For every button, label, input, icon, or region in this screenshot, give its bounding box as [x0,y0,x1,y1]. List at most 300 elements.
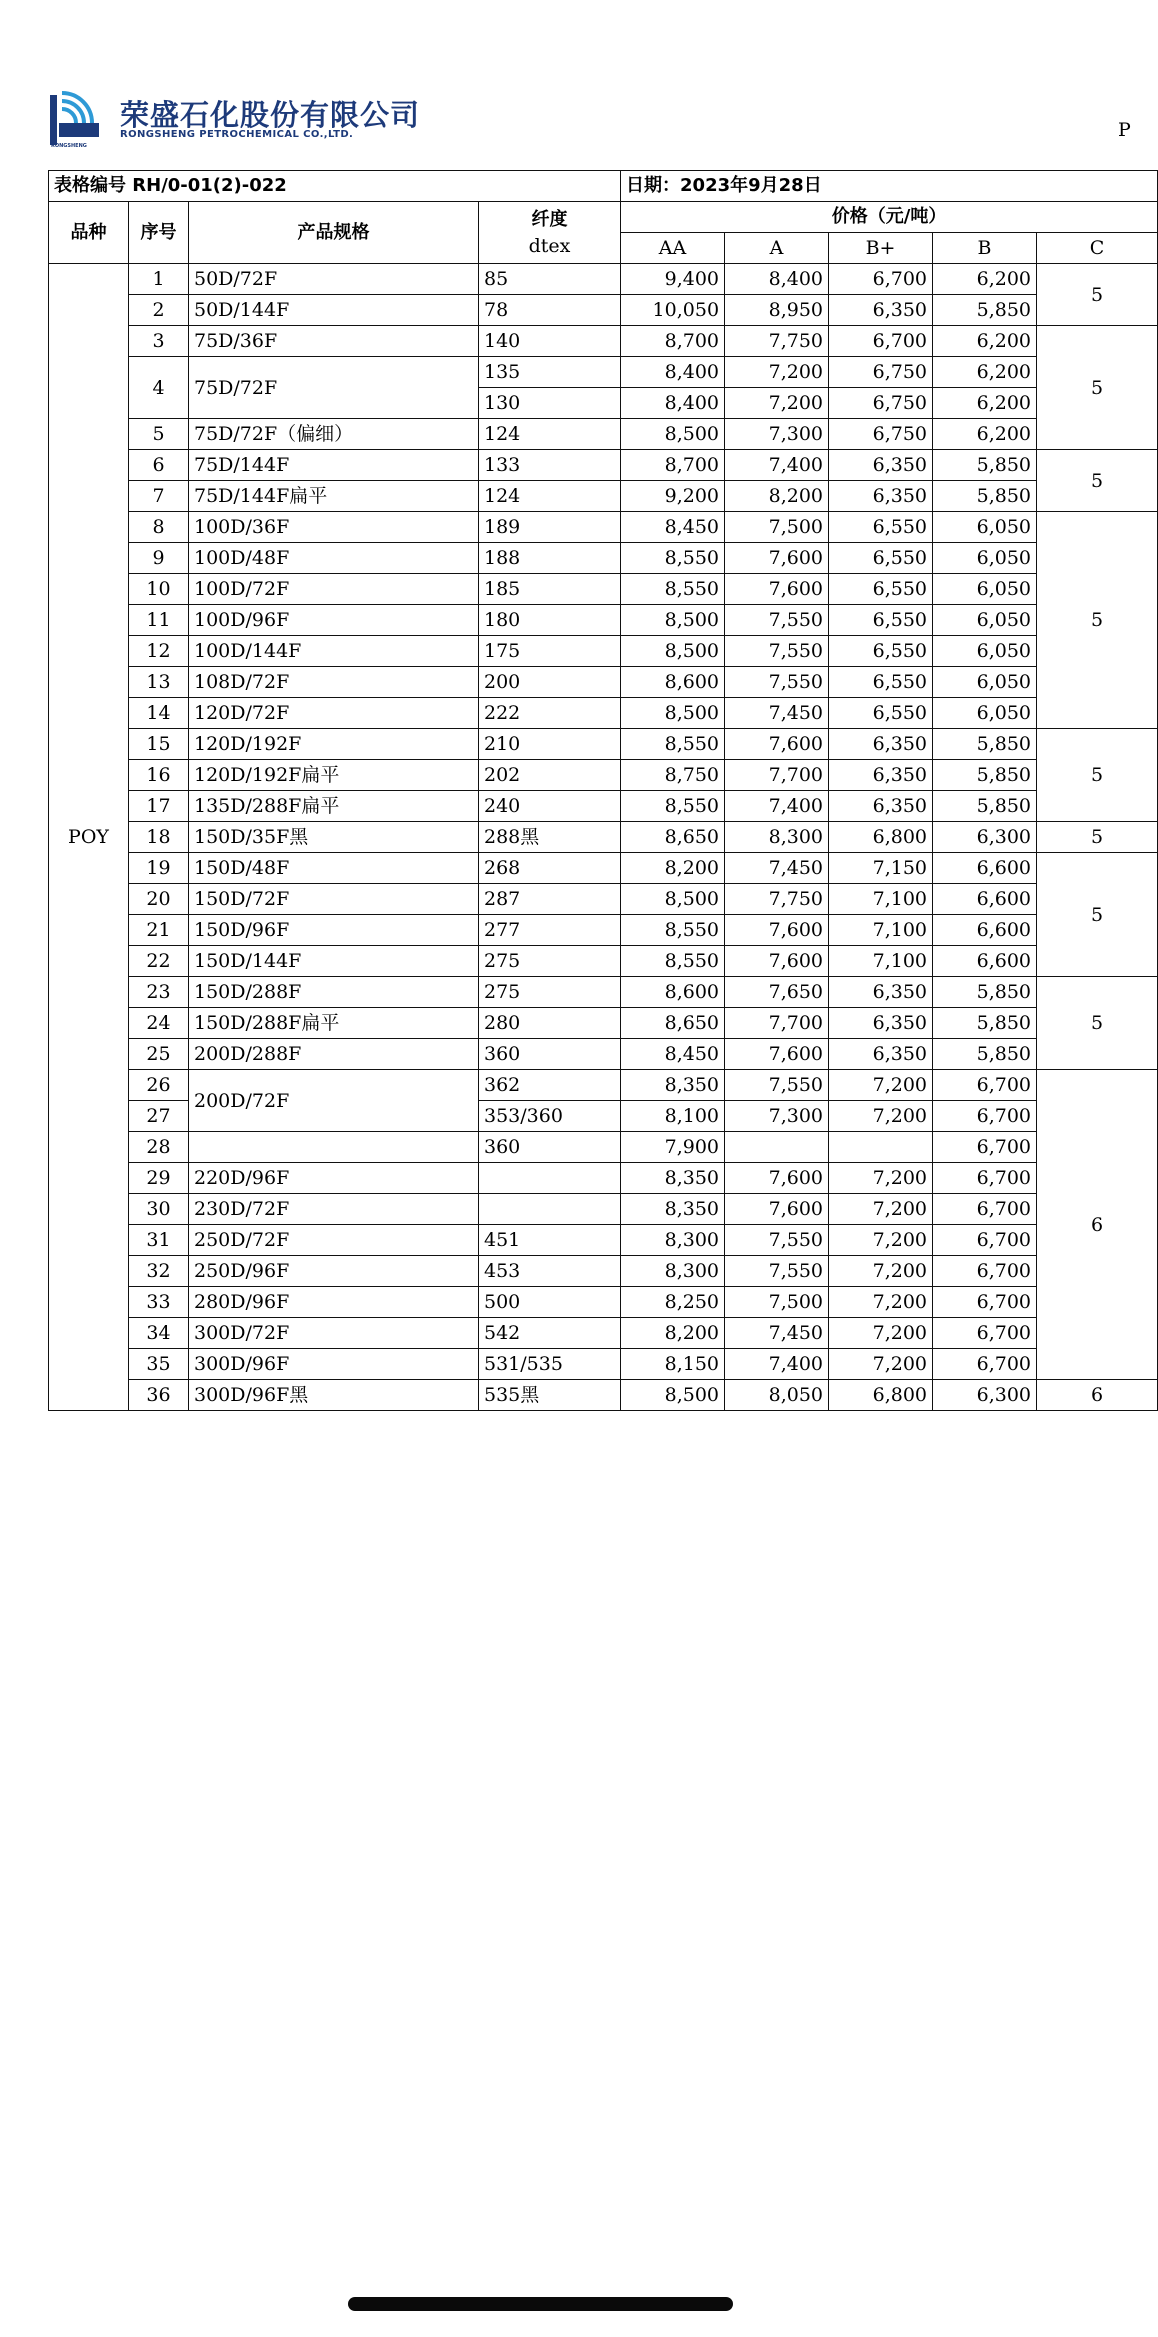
price-a-cell: 7,550 [725,1070,829,1101]
table-row [49,1039,1158,1070]
price-b-cell: 6,700 [933,1318,1037,1349]
price-a-cell: 8,300 [725,822,829,853]
price-aa-cell: 8,500 [621,698,725,729]
spec-cell: 50D/144F [189,295,479,326]
price-a-cell: 7,700 [725,1008,829,1039]
price-bplus-cell: 6,550 [829,574,933,605]
price-bplus-cell: 6,750 [829,357,933,388]
price-aa-cell: 8,550 [621,574,725,605]
price-bplus-cell: 7,200 [829,1194,933,1225]
price-b-cell: 6,600 [933,915,1037,946]
seq-cell: 8 [129,512,189,543]
price-a-cell: 7,600 [725,543,829,574]
seq-cell: 30 [129,1194,189,1225]
price-a-cell: 8,400 [725,264,829,295]
spec-cell: 150D/35F黑 [189,822,479,853]
price-b-cell: 5,850 [933,295,1037,326]
price-a-cell: 7,600 [725,729,829,760]
price-bplus-cell: 6,800 [829,822,933,853]
price-aa-cell: 8,700 [621,326,725,357]
price-a-cell [725,1132,829,1163]
spec-cell: 100D/36F [189,512,479,543]
price-aa-cell: 8,150 [621,1349,725,1380]
price-aa-cell: 9,200 [621,481,725,512]
price-b-cell: 6,050 [933,605,1037,636]
price-bplus-cell: 7,100 [829,915,933,946]
spec-cell: 100D/48F [189,543,479,574]
price-aa-cell: 8,300 [621,1225,725,1256]
table-row [49,1287,1158,1318]
grade-aa-header: AA [621,233,725,264]
price-bplus-cell: 7,200 [829,1163,933,1194]
price-a-cell: 7,500 [725,512,829,543]
price-aa-cell: 8,550 [621,543,725,574]
date-label: 日期：2023年9月28日 [621,171,1158,202]
price-a-cell: 7,550 [725,636,829,667]
price-bplus-cell: 6,350 [829,760,933,791]
price-c-cell: 6 [1037,1070,1158,1380]
table-row [49,760,1158,791]
seq-cell: 32 [129,1256,189,1287]
seq-cell: 2 [129,295,189,326]
price-table [48,170,1158,1411]
price-a-cell: 7,300 [725,419,829,450]
seq-cell: 6 [129,450,189,481]
price-b-cell: 6,300 [933,1380,1037,1411]
company-name-cn: 荣盛石化股份有限公司 [120,98,421,132]
price-b-cell: 6,050 [933,543,1037,574]
dtex-cell: 451 [479,1225,621,1256]
spec-cell: 250D/72F [189,1225,479,1256]
price-bplus-cell: 7,200 [829,1225,933,1256]
table-row [49,543,1158,574]
price-b-cell: 5,850 [933,450,1037,481]
dtex-cell: 453 [479,1256,621,1287]
price-aa-cell: 8,100 [621,1101,725,1132]
price-b-cell: 5,850 [933,729,1037,760]
price-b-cell: 5,850 [933,977,1037,1008]
price-c-cell: 5 [1037,512,1158,729]
table-row [49,1008,1158,1039]
price-aa-cell: 8,400 [621,388,725,419]
price-b-cell: 6,050 [933,512,1037,543]
spec-cell: 100D/72F [189,574,479,605]
price-a-cell: 7,400 [725,1349,829,1380]
seq-cell: 21 [129,915,189,946]
price-aa-cell: 8,250 [621,1287,725,1318]
dtex-cell: 124 [479,419,621,450]
spec-cell: 50D/72F [189,264,479,295]
price-c-cell: 5 [1037,977,1158,1070]
spec-cell: 220D/96F [189,1163,479,1194]
dtex-cell [479,1163,621,1194]
price-aa-cell: 8,500 [621,419,725,450]
seq-cell: 16 [129,760,189,791]
price-bplus-cell: 6,350 [829,791,933,822]
price-a-cell: 7,750 [725,884,829,915]
dtex-cell: 140 [479,326,621,357]
table-row [49,1132,1158,1163]
spec-cell: 200D/72F [189,1070,479,1132]
seq-cell: 23 [129,977,189,1008]
price-bplus-cell: 6,700 [829,326,933,357]
price-a-cell: 7,450 [725,698,829,729]
price-bplus-cell: 6,550 [829,636,933,667]
price-a-cell: 7,400 [725,450,829,481]
spec-header: 产品规格 [189,202,479,264]
price-b-cell: 6,600 [933,884,1037,915]
dtex-cell: 268 [479,853,621,884]
company-header [50,93,1131,153]
spec-cell: 100D/144F [189,636,479,667]
dtex-cell: 200 [479,667,621,698]
price-bplus-cell: 6,350 [829,977,933,1008]
spec-cell: 120D/72F [189,698,479,729]
price-a-cell: 7,750 [725,326,829,357]
page-corner-mark: P [1118,119,1131,141]
price-a-cell: 7,600 [725,574,829,605]
seq-cell: 26 [129,1070,189,1101]
seq-cell: 29 [129,1163,189,1194]
price-b-cell: 6,200 [933,357,1037,388]
price-a-cell: 7,550 [725,667,829,698]
price-b-cell: 6,700 [933,1225,1037,1256]
price-sheet [48,170,1105,1486]
price-aa-cell: 8,500 [621,605,725,636]
table-row [49,419,1158,450]
seq-cell: 34 [129,1318,189,1349]
price-bplus-cell: 6,800 [829,1380,933,1411]
price-bplus-cell: 6,750 [829,388,933,419]
dtex-cell: 275 [479,977,621,1008]
price-a-cell: 7,400 [725,791,829,822]
spec-cell: 250D/96F [189,1256,479,1287]
price-aa-cell: 7,900 [621,1132,725,1163]
spec-cell: 75D/72F [189,357,479,419]
seq-cell: 25 [129,1039,189,1070]
spec-cell: 150D/144F [189,946,479,977]
spec-cell: 100D/96F [189,605,479,636]
price-aa-cell: 8,750 [621,760,725,791]
seq-cell: 12 [129,636,189,667]
price-c-cell: 5 [1037,326,1158,450]
price-b-cell: 6,700 [933,1070,1037,1101]
table-row [49,357,1158,388]
dtex-cell: 78 [479,295,621,326]
seq-cell: 14 [129,698,189,729]
price-a-cell: 7,300 [725,1101,829,1132]
spec-cell: 75D/144F [189,450,479,481]
price-aa-cell: 8,550 [621,915,725,946]
table-row [49,853,1158,884]
price-aa-cell: 8,200 [621,1318,725,1349]
price-aa-cell: 8,500 [621,884,725,915]
dtex-cell: 353/360 [479,1101,621,1132]
meta-row [49,171,1158,202]
price-bplus-cell: 7,100 [829,946,933,977]
spec-cell: 150D/96F [189,915,479,946]
seq-cell: 20 [129,884,189,915]
dtex-cell: 124 [479,481,621,512]
table-row [49,295,1158,326]
price-bplus-cell: 6,350 [829,1039,933,1070]
price-aa-cell: 10,050 [621,295,725,326]
dtex-cell: 188 [479,543,621,574]
price-a-cell: 8,950 [725,295,829,326]
price-aa-cell: 8,650 [621,822,725,853]
dtex-cell: 287 [479,884,621,915]
seq-cell: 15 [129,729,189,760]
price-c-cell: 5 [1037,729,1158,822]
dtex-cell: 175 [479,636,621,667]
seq-cell: 10 [129,574,189,605]
dtex-cell: 535黑 [479,1380,621,1411]
table-row [49,1318,1158,1349]
table-row [49,884,1158,915]
price-bplus-cell: 6,550 [829,667,933,698]
price-a-cell: 7,550 [725,605,829,636]
spec-cell: 280D/96F [189,1287,479,1318]
table-row [49,1194,1158,1225]
price-b-cell: 6,700 [933,1132,1037,1163]
price-bplus-cell: 6,550 [829,543,933,574]
price-b-cell: 5,850 [933,1039,1037,1070]
price-bplus-cell [829,1132,933,1163]
price-bplus-cell: 6,350 [829,450,933,481]
price-a-cell: 7,500 [725,1287,829,1318]
dtex-cell: 531/535 [479,1349,621,1380]
seq-cell: 13 [129,667,189,698]
price-b-cell: 6,700 [933,1163,1037,1194]
header-row-1 [49,202,1158,233]
grade-bplus-header: B+ [829,233,933,264]
price-aa-cell: 9,400 [621,264,725,295]
price-bplus-cell: 6,750 [829,419,933,450]
price-bplus-cell: 6,350 [829,481,933,512]
spec-cell: 300D/72F [189,1318,479,1349]
price-a-cell: 8,200 [725,481,829,512]
seq-cell: 7 [129,481,189,512]
table-row [49,977,1158,1008]
price-b-cell: 6,700 [933,1101,1037,1132]
dtex-cell: 133 [479,450,621,481]
dtex-cell: 542 [479,1318,621,1349]
spec-cell: 230D/72F [189,1194,479,1225]
price-bplus-cell: 7,150 [829,853,933,884]
table-row [49,326,1158,357]
dtex-cell: 202 [479,760,621,791]
dtex-cell: 277 [479,915,621,946]
table-row [49,481,1158,512]
form-number: 表格编号 RH/0-01(2)-022 [49,171,621,202]
dtex-cell: 130 [479,388,621,419]
price-group-header: 价格（元/吨） [621,202,1158,233]
price-b-cell: 6,200 [933,326,1037,357]
dtex-cell: 135 [479,357,621,388]
price-a-cell: 7,550 [725,1225,829,1256]
dtex-cell: 360 [479,1132,621,1163]
grade-a-header: A [725,233,829,264]
spec-cell: 135D/288F扁平 [189,791,479,822]
spec-cell: 108D/72F [189,667,479,698]
price-a-cell: 7,600 [725,1194,829,1225]
company-name-en: RONGSHENG PETROCHEMICAL CO.,LTD. [120,129,354,140]
price-bplus-cell: 6,350 [829,1008,933,1039]
price-c-cell: 6 [1037,1380,1158,1411]
price-b-cell: 6,600 [933,853,1037,884]
dtex-cell: 280 [479,1008,621,1039]
price-a-cell: 7,600 [725,1039,829,1070]
price-bplus-cell: 6,700 [829,264,933,295]
spec-cell: 75D/72F（偏细） [189,419,479,450]
logo-text: RONGSHENG [51,143,87,149]
table-row [49,1225,1158,1256]
price-c-cell: 5 [1037,264,1158,326]
price-aa-cell: 8,350 [621,1194,725,1225]
price-b-cell: 6,700 [933,1256,1037,1287]
price-a-cell: 7,450 [725,1318,829,1349]
grade-c-header: C [1037,233,1158,264]
seq-cell: 3 [129,326,189,357]
price-b-cell: 6,700 [933,1194,1037,1225]
seq-cell: 17 [129,791,189,822]
price-bplus-cell: 6,350 [829,295,933,326]
price-aa-cell: 8,700 [621,450,725,481]
price-aa-cell: 8,500 [621,1380,725,1411]
table-row [49,791,1158,822]
price-aa-cell: 8,350 [621,1070,725,1101]
price-b-cell: 5,850 [933,481,1037,512]
table-row [49,1070,1158,1101]
fineness-header-line2: dtex [528,234,571,257]
seq-cell: 36 [129,1380,189,1411]
price-b-cell: 6,200 [933,264,1037,295]
price-aa-cell: 8,600 [621,667,725,698]
table-row [49,636,1158,667]
seq-cell: 4 [129,357,189,419]
price-b-cell: 6,050 [933,574,1037,605]
table-row [49,667,1158,698]
price-b-cell: 6,200 [933,419,1037,450]
price-b-cell: 6,300 [933,822,1037,853]
spec-cell: 150D/48F [189,853,479,884]
price-b-cell: 6,700 [933,1349,1037,1380]
price-a-cell: 7,550 [725,1256,829,1287]
seq-cell: 19 [129,853,189,884]
price-b-cell: 5,850 [933,791,1037,822]
price-aa-cell: 8,400 [621,357,725,388]
table-row [49,264,1158,295]
price-a-cell: 7,600 [725,1163,829,1194]
dtex-cell: 180 [479,605,621,636]
fineness-header-line1: 纤度 [531,208,568,230]
seq-cell: 35 [129,1349,189,1380]
price-aa-cell: 8,300 [621,1256,725,1287]
price-a-cell: 7,700 [725,760,829,791]
price-b-cell: 6,050 [933,667,1037,698]
seq-cell: 1 [129,264,189,295]
price-c-cell: 5 [1037,450,1158,512]
price-aa-cell: 8,450 [621,512,725,543]
price-b-cell: 6,600 [933,946,1037,977]
table-row [49,729,1158,760]
price-aa-cell: 8,650 [621,1008,725,1039]
price-bplus-cell: 7,100 [829,884,933,915]
price-bplus-cell: 7,200 [829,1287,933,1318]
spec-cell: 75D/36F [189,326,479,357]
price-aa-cell: 8,200 [621,853,725,884]
spec-cell: 150D/72F [189,884,479,915]
grade-b-header: B [933,233,1037,264]
spec-cell: 300D/96F [189,1349,479,1380]
spec-cell: 200D/288F [189,1039,479,1070]
price-bplus-cell: 7,200 [829,1349,933,1380]
rongsheng-logo-icon [50,93,114,149]
price-c-cell: 5 [1037,822,1158,853]
price-bplus-cell: 7,200 [829,1256,933,1287]
table-row [49,450,1158,481]
table-row [49,1256,1158,1287]
dtex-cell [479,1194,621,1225]
spec-cell: 300D/96F黑 [189,1380,479,1411]
dtex-cell: 189 [479,512,621,543]
home-indicator[interactable] [348,2297,733,2311]
price-aa-cell: 8,550 [621,791,725,822]
dtex-cell: 288黑 [479,822,621,853]
table-row [49,915,1158,946]
table-row [49,698,1158,729]
price-b-cell: 5,850 [933,760,1037,791]
variety-cell: POY [49,264,129,1411]
spec-cell: 75D/144F扁平 [189,481,479,512]
seq-cell: 24 [129,1008,189,1039]
seq-cell: 27 [129,1101,189,1132]
seq-cell: 18 [129,822,189,853]
price-aa-cell: 8,450 [621,1039,725,1070]
price-a-cell: 7,600 [725,915,829,946]
price-aa-cell: 8,500 [621,636,725,667]
variety-header: 品种 [49,202,129,264]
price-bplus-cell: 7,200 [829,1070,933,1101]
price-b-cell: 6,050 [933,636,1037,667]
price-a-cell: 7,650 [725,977,829,1008]
seq-cell: 9 [129,543,189,574]
seq-cell: 31 [129,1225,189,1256]
dtex-cell: 210 [479,729,621,760]
dtex-cell: 360 [479,1039,621,1070]
spec-cell: 150D/288F [189,977,479,1008]
spec-cell: 120D/192F扁平 [189,760,479,791]
price-a-cell: 8,050 [725,1380,829,1411]
table-row [49,1380,1158,1411]
dtex-cell: 85 [479,264,621,295]
seq-cell: 11 [129,605,189,636]
spec-cell [189,1132,479,1163]
price-b-cell: 6,050 [933,698,1037,729]
fineness-header [479,202,621,264]
price-aa-cell: 8,600 [621,977,725,1008]
price-aa-cell: 8,350 [621,1163,725,1194]
price-a-cell: 7,450 [725,853,829,884]
table-row [49,605,1158,636]
seq-cell: 22 [129,946,189,977]
price-bplus-cell: 6,550 [829,698,933,729]
price-c-cell: 5 [1037,853,1158,977]
seq-cell: 5 [129,419,189,450]
price-bplus-cell: 7,200 [829,1101,933,1132]
table-row [49,1349,1158,1380]
price-b-cell: 5,850 [933,1008,1037,1039]
